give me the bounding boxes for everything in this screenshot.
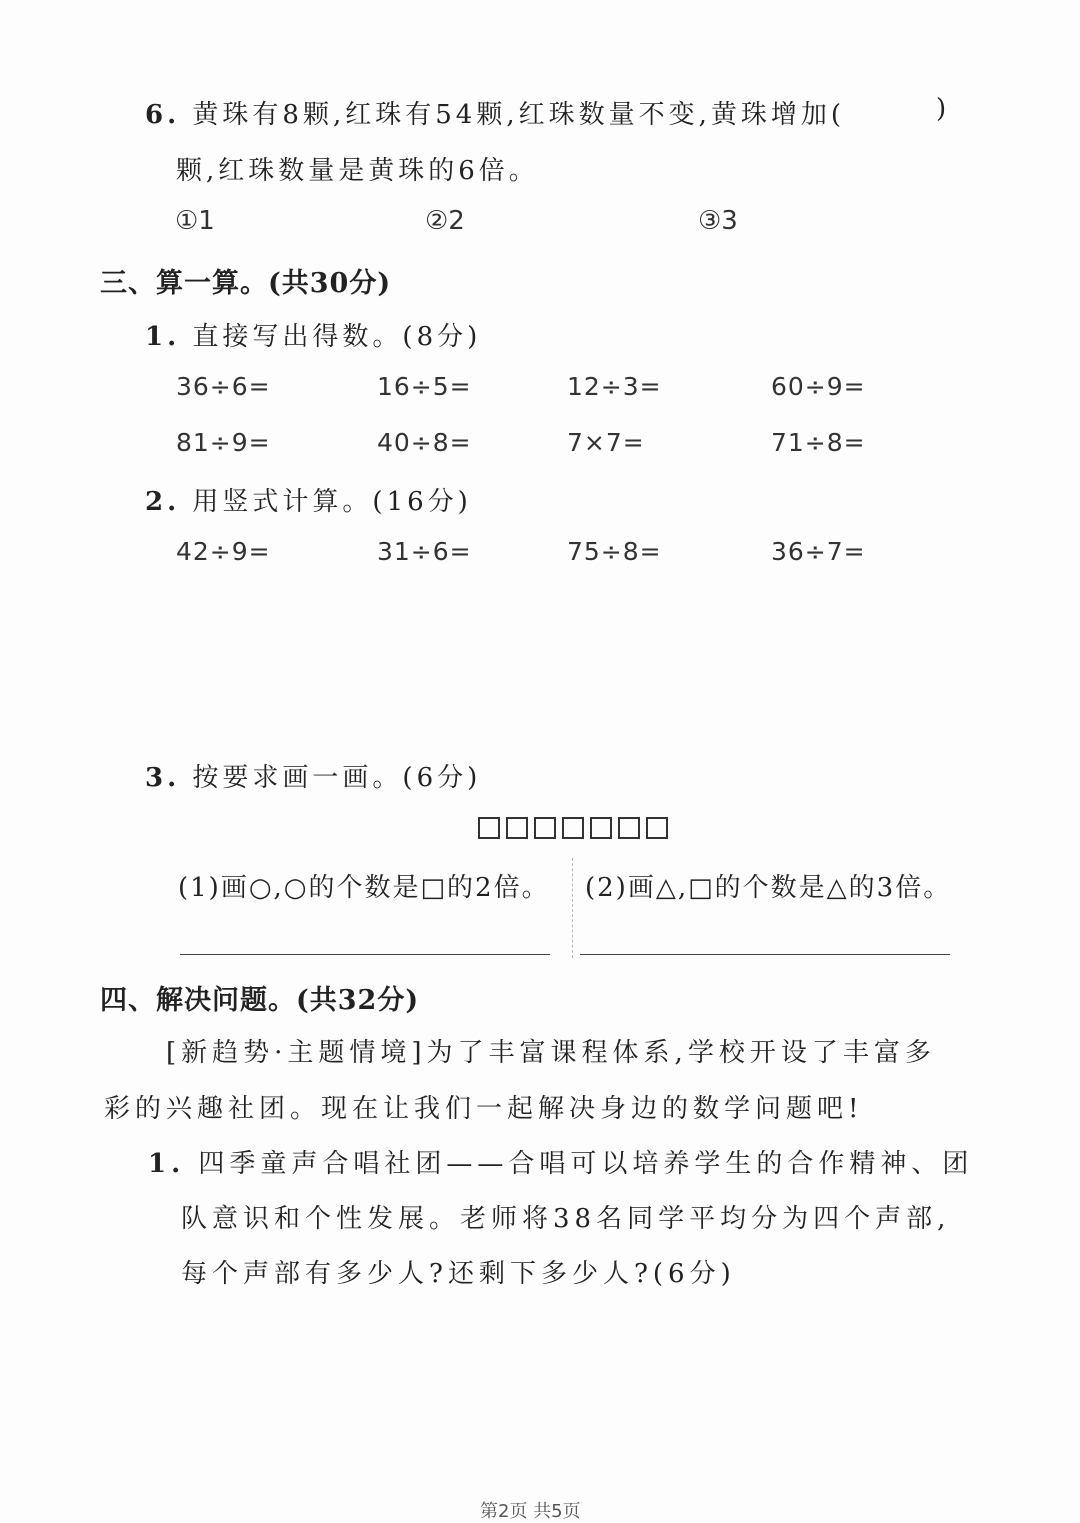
vertical-calc-item: 75÷8= (567, 537, 662, 566)
vertical-calc-item: 36÷7= (771, 537, 866, 566)
draw-task-1: (1)画○,○的个数是□的2倍。 (178, 873, 550, 903)
q6-text-line2: 颗,红珠数量是黄珠的6倍。 (176, 156, 539, 186)
square-shape (590, 817, 612, 839)
section4-intro-line2: 彩的兴趣社团。现在让我们一起解决身边的数学问题吧! (104, 1094, 864, 1124)
q6-line1 (145, 94, 845, 131)
vertical-calc-item: 31÷6= (377, 537, 472, 566)
calc-item: 60÷9= (771, 372, 866, 401)
square-shape (646, 817, 668, 839)
section4-intro-line1: [新趋势·主题情境]为了丰富课程体系,学校开设了丰富多 (166, 1038, 936, 1068)
s4-p1-line3: 每个声部有多少人?还剩下多少人?(6分) (181, 1259, 736, 1289)
square-shape (562, 817, 584, 839)
divider-dashed (572, 858, 573, 958)
s4-p1-number: 1. (148, 1149, 186, 1179)
square-shape (618, 817, 640, 839)
s4-p1-line2: 队意识和个性发展。老师将38名同学平均分为四个声部, (181, 1204, 951, 1234)
section4-heading: 四、解决问题。(共32分) (100, 985, 420, 1016)
q6-bracket-close: ) (936, 94, 951, 124)
q6-text-line1: 黄珠有8颗,红珠有54颗,红珠数量不变,黄珠增加( (192, 100, 845, 130)
calc-item: 12÷3= (567, 372, 662, 401)
answer-line-2[interactable] (580, 954, 950, 955)
answer-line-1[interactable] (180, 954, 550, 955)
s3-p1-title-text: 直接写出得数。(8分) (192, 322, 482, 352)
s3-p3-title (145, 757, 481, 794)
calc-item: 40÷8= (377, 428, 472, 457)
s3-p1-number: 1. (145, 322, 181, 352)
calc-item: 16÷5= (377, 372, 472, 401)
s3-p1-title (145, 316, 481, 353)
section3-heading: 三、算一算。(共30分) (100, 268, 392, 299)
s4-p1-text-line1: 四季童声合唱社团——合唱可以培养学生的合作精神、团 (198, 1149, 974, 1179)
s3-p2-number: 2. (145, 487, 181, 517)
q6-option-3: ③3 (698, 206, 738, 236)
square-shape (506, 817, 528, 839)
draw-task-2: (2)画△,□的个数是△的3倍。 (585, 873, 952, 903)
s3-p3-number: 3. (145, 763, 181, 793)
s3-p2-title (145, 481, 472, 518)
calc-item: 71÷8= (771, 428, 866, 457)
page-footer: 第2页 共5页 (480, 1501, 581, 1522)
vertical-calc-item: 42÷9= (176, 537, 271, 566)
s4-p1-line1 (148, 1143, 973, 1180)
square-row (478, 817, 674, 841)
s3-p3-title-text: 按要求画一画。(6分) (192, 763, 482, 793)
s3-p2-title-text: 用竖式计算。(16分) (192, 487, 472, 517)
q6-option-1: ①1 (175, 206, 215, 236)
q6-number: 6. (145, 100, 181, 130)
square-shape (534, 817, 556, 839)
calc-item: 36÷6= (176, 372, 271, 401)
square-shape (478, 817, 500, 839)
q6-option-2: ②2 (425, 206, 465, 236)
calc-item: 81÷9= (176, 428, 271, 457)
calc-item: 7×7= (567, 428, 645, 457)
